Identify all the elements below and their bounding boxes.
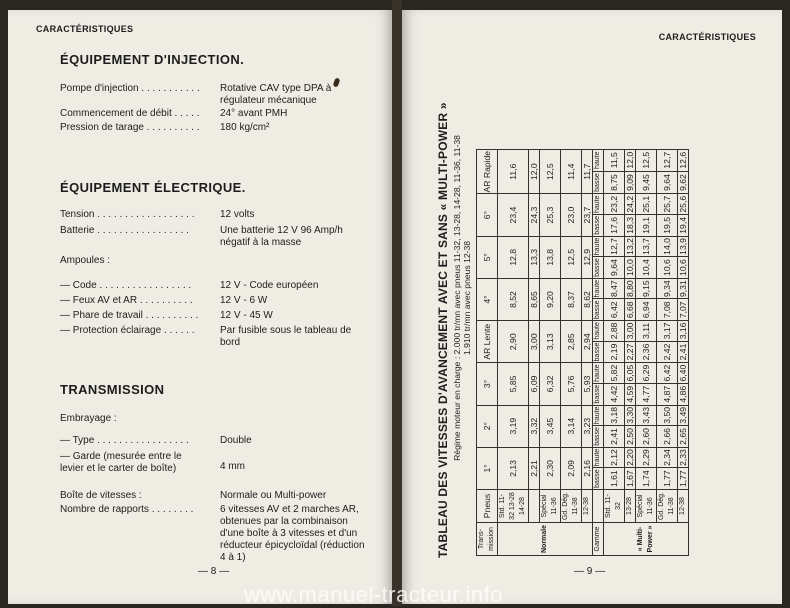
rotated-speed-table-block (436, 38, 782, 558)
speed-table-title: TABLEAU DES VITESSES D'AVANCEMENT AVEC ET SANS « MULTI-POWER » (436, 102, 450, 558)
table-row: 13-28 1,67 2,20 2,50 3,30 4,59 6,05 2,27 3,00 6,68 8,80 10,0 13,2 18,3 24,2 9,09 12,0 (625, 149, 636, 555)
table-row: 12-38 2,16 3,23 5,93 2,94 8,62 12,9 23,7 11,7 (582, 149, 593, 555)
table-row: 2,21 3,32 6,09 3,00 8,65 13,3 24,3 12,0 (529, 149, 540, 555)
left-page-number: — 8 — (198, 566, 230, 577)
right-page-header: CARACTÉRISTIQUES (658, 32, 756, 42)
table-row: Gd. Dég. 11-38 1,77 2,34 2,66 3,50 4,87 6,42 2,42 3,17 7,08 9,34 10,6 14,0 19,5 25,7 9,64 12,7 (657, 149, 678, 555)
trans-row-ratios: Nombre de rapports . . . . . . . . 6 vitesses AV et 2 marches AR, obtenues par la combinaison d'une boîte à 3 vitesses et d'un réducteur épicycloïdal (réduction 4 à 1) (60, 504, 365, 563)
right-page (402, 10, 782, 604)
transmission-title: TRANSMISSION (60, 382, 165, 397)
right-page-number: — 9 — (574, 566, 606, 577)
trans-row-guard: — Garde (mesurée entre le levier et le carter de boîte) 4 mm (60, 451, 245, 474)
gamme-row: Gamme basse haute basse haute basse haute basse haute basse haute basse haute basse haute basse haute (593, 149, 604, 555)
table-row: Spécial 11-36 2,30 3,45 6,32 3,13 9,20 13,8 25,3 12,5 (540, 149, 561, 555)
watermark: www.manuel-tracteur.info (244, 582, 503, 607)
injection-title: ÉQUIPEMENT D'INJECTION. (60, 52, 245, 67)
electric-title: ÉQUIPEMENT ÉLECTRIQUE. (60, 180, 246, 195)
table-header-row: Trans-mission Pneus 1° 2° 3° AR Lente 4° 5° 6° AR Rapide (477, 149, 498, 555)
speed-table-subtitle: Régime moteur en charge : 2.000 tr/mn avec pneus 11-32, 13-28, 14-28, 11-36, 11-38 1.910 tr/mn avec pneus 12-38 (452, 135, 472, 461)
book-gutter (392, 0, 402, 606)
table-row: 12-38 1,77 2,33 2,65 3,49 4,86 6,40 2,41 3,16 7,07 9,31 10,6 13,9 19,4 25,6 9,62 12,6 (678, 149, 689, 555)
speed-table (476, 149, 689, 556)
table-row: Normale Std. 11-32 13-28 14-28 2,13 3,19 5,85 2,90 8,52 12,8 23,4 11,6 (498, 149, 529, 555)
left-page-header: CARACTÉRISTIQUES (36, 24, 134, 34)
left-page: CARACTÉRISTIQUES ÉQUIPEMENT D'INJECTION. Pompe d'injection . . . . . . . . . . . Rotative CAV type DPA à régulateur mécanique Commencement de débit . . . . . 24° avant PMH Pression de tarage . . . . . . . . . . 180 kg/cm² ÉQUIPEMENT ÉLECTRIQUE. Tension . . . . . . . . . . . . . . . . . . 12 volts Batterie . . . . . . . . . . . . . . . . . Une batterie 12 V 96 Amp/h négatif à la masse Ampoules : — Code . . . . . . . . . . . . . . . . . 12 V - Code européen — Feux AV et AR . . . . . . . . . . 12 V - 6 W — Phare de travail . . . . . . . . . . 12 V - 45 W — Protection éclairage . . . . . . Par fusible sous le tableau de bord TRANSMISSION Embrayage : — Type . . . . . . . . . . . . . . . . . Double — Garde (mesurée entre le levier et le carter de boîte) 4 mm Boîte de vitesses : Normale ou Multi-power Nombre de rapports . . . . . . . . 6 vitesses AV et 2 marches AR, obtenues par la combinaison d'une boîte à 3 vitesses et d'un réducteur épicycloïdal (réduction 4 à 1) — 8 — (8, 10, 392, 604)
table-row: Spécial 11-36 1,74 2,29 2,60 3,43 4,77 6,29 2,36 3,11 6,94 9,15 10,4 13,7 19,1 25,1 9,45 12,5 (636, 149, 657, 555)
table-row: Gd. Dég. 11-38 2,09 3,14 5,76 2,85 8,37 12,5 23,0 11,4 (561, 149, 582, 555)
inj-row-pump: Pompe d'injection . . . . . . . . . . . Rotative CAV type DPA à régulateur mécanique (60, 83, 332, 106)
table-row: « Multi-Power » Std. 11-32 1,61 2,12 2,41 3,18 4,42 5,82 2,19 2,88 6,42 8,47 9,64 12,7 17,6 23,2 8,75 11,5 (604, 149, 625, 555)
